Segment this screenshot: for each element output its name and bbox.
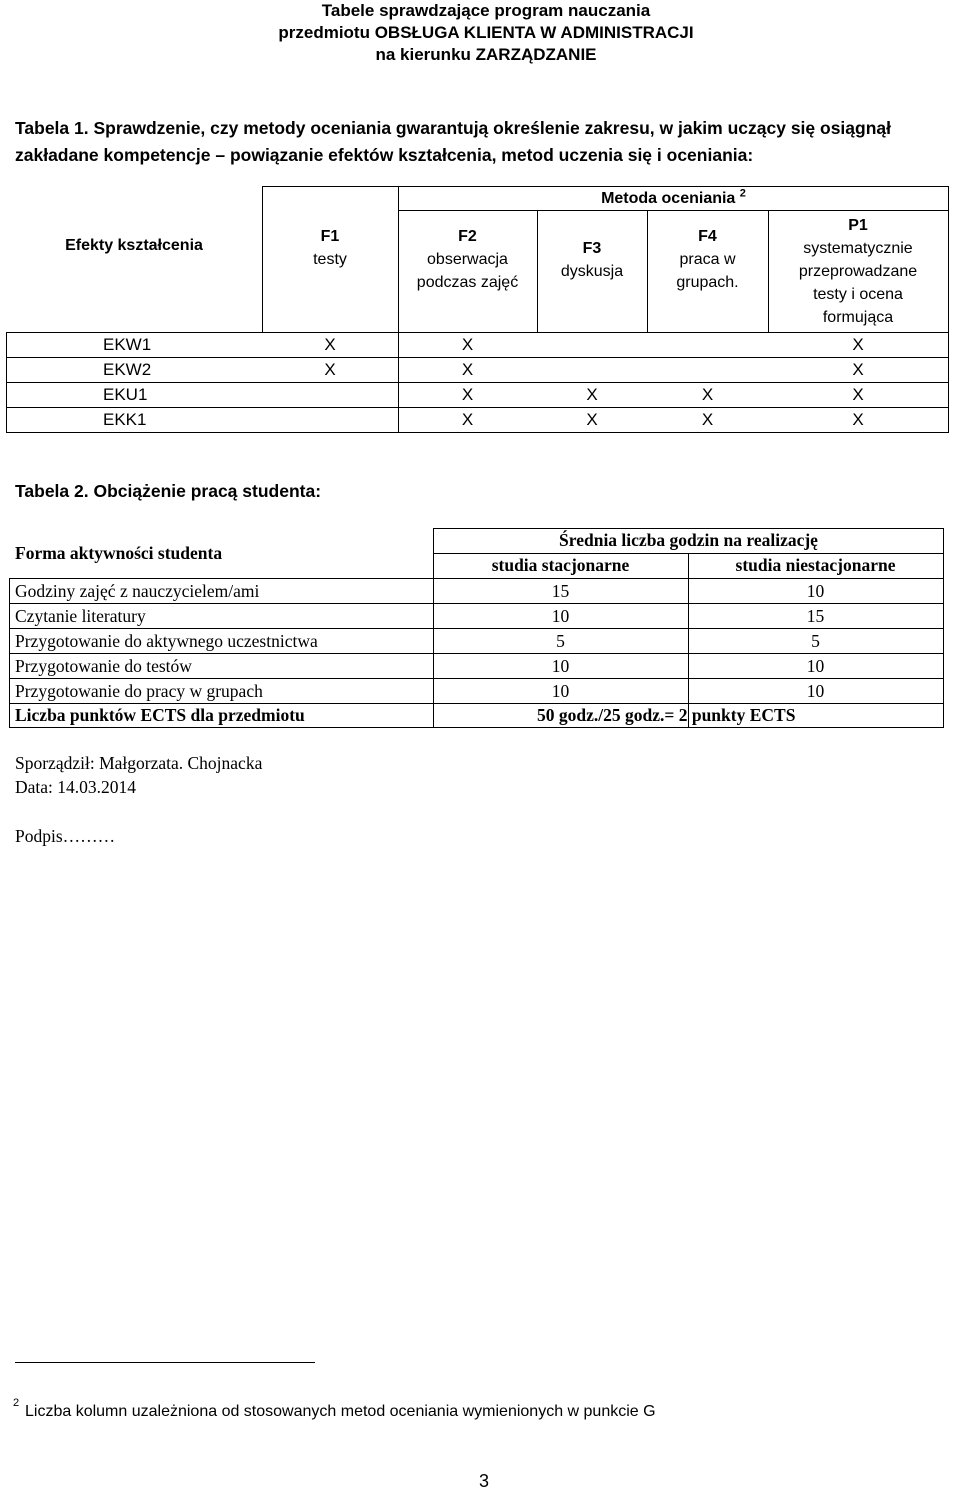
activity-column-header: Forma aktywności studenta — [15, 542, 223, 563]
document-title-line-1: Tabele sprawdzające program nauczania — [321, 1, 651, 20]
date: Data: 14.03.2014 — [15, 777, 137, 797]
method-header-f1: F1 testy — [313, 227, 347, 268]
full-time-hours: 5 — [556, 630, 565, 651]
full-time-column-header: studia stacjonarne — [491, 555, 630, 575]
method-mark: X — [852, 385, 864, 404]
method-header-f3: F3 dyskusja — [560, 239, 624, 280]
full-time-hours: 10 — [551, 680, 570, 701]
ects-total-value: 50 godz./25 godz.= 2 punkty ECTS — [537, 704, 796, 725]
method-mark: X — [701, 385, 714, 404]
method-mark: X — [701, 410, 714, 429]
part-time-hours: 10 — [806, 655, 825, 676]
table1-caption-line-1: Tabela 1. Sprawdzenie, czy metody oceniania gwarantują określenie zakresu, w jakim uczący się osiągnął — [15, 118, 891, 138]
part-time-hours: 10 — [806, 580, 825, 601]
part-time-hours: 15 — [806, 605, 825, 626]
table2-caption: Tabela 2. Obciążenie pracą studenta: — [15, 481, 322, 501]
activity-label: Godziny zajęć z nauczycielem/ami — [15, 580, 260, 601]
signature-line: Podpis……… — [15, 826, 116, 846]
activity-label: Przygotowanie do pracy w grupach — [15, 680, 263, 701]
part-time-hours: 10 — [806, 680, 825, 701]
footnote-text: Liczba kolumn uzależniona od stosowanych metod oceniania wymienionych w punkcie G — [25, 1403, 656, 1420]
activity-label: Przygotowanie do testów — [15, 655, 192, 676]
full-time-hours: 15 — [551, 580, 570, 601]
method-mark: X — [461, 360, 474, 379]
activity-label: Czytanie literatury — [15, 605, 146, 626]
effect-label: EKU1 — [103, 385, 148, 404]
method-mark: X — [324, 335, 336, 354]
method-header-p1: P1 systematycznie przeprowadzane testy i ocena formująca — [798, 217, 918, 326]
method-header-f2: F2 obserwacja podczas zajęć — [416, 228, 519, 291]
effect-label: EKW1 — [103, 335, 152, 354]
assessment-method-group-header: Metoda oceniania $^2$ — [601, 187, 746, 207]
method-mark: X — [324, 360, 336, 379]
method-mark: X — [586, 410, 598, 429]
method-mark — [647, 333, 768, 357]
method-mark: X — [852, 335, 864, 354]
method-mark: X — [852, 410, 864, 429]
method-mark: X — [586, 385, 598, 404]
part-time-column-header: studia niestacjonarne — [735, 555, 896, 575]
activity-label: Przygotowanie do aktywnego uczestnictwa — [15, 630, 318, 651]
ects-total-label: Liczba punktów ECTS dla przedmiotu — [15, 704, 305, 725]
prepared-by: Sporządził: Małgorzata. Chojnacka — [15, 753, 263, 773]
document-title-line-2: przedmiotu OBSŁUGA KLIENTA W ADMINISTRACJI — [278, 23, 694, 42]
full-time-hours: 10 — [551, 655, 570, 676]
effects-column-header: Efekty kształcenia — [65, 236, 203, 254]
effect-label: EKW2 — [103, 360, 152, 379]
document-title-line-3: na kierunku ZARZĄDZANIE — [375, 45, 597, 64]
method-mark — [262, 383, 398, 407]
method-mark — [262, 408, 398, 432]
method-mark — [647, 358, 768, 382]
method-mark: X — [461, 335, 474, 354]
method-mark: X — [852, 360, 864, 379]
method-mark — [537, 333, 647, 357]
average-hours-header: Średnia liczba godzin na realizację — [559, 530, 818, 550]
page-number: 3 — [479, 1471, 490, 1491]
method-mark: X — [461, 410, 474, 429]
method-mark: X — [461, 385, 474, 404]
footnote-number: 2 — [13, 1397, 20, 1409]
method-header-f4: F4 praca w grupach. — [676, 228, 739, 291]
method-mark — [537, 358, 647, 382]
table1-caption-line-2: zakładane kompetencje – powiązanie efektów kształcenia, metod uczenia się i oceniania: — [15, 145, 754, 165]
full-time-hours: 10 — [551, 605, 570, 626]
effect-label: EKK1 — [103, 410, 147, 429]
part-time-hours: 5 — [811, 630, 820, 651]
footnote-separator — [15, 1362, 315, 1363]
